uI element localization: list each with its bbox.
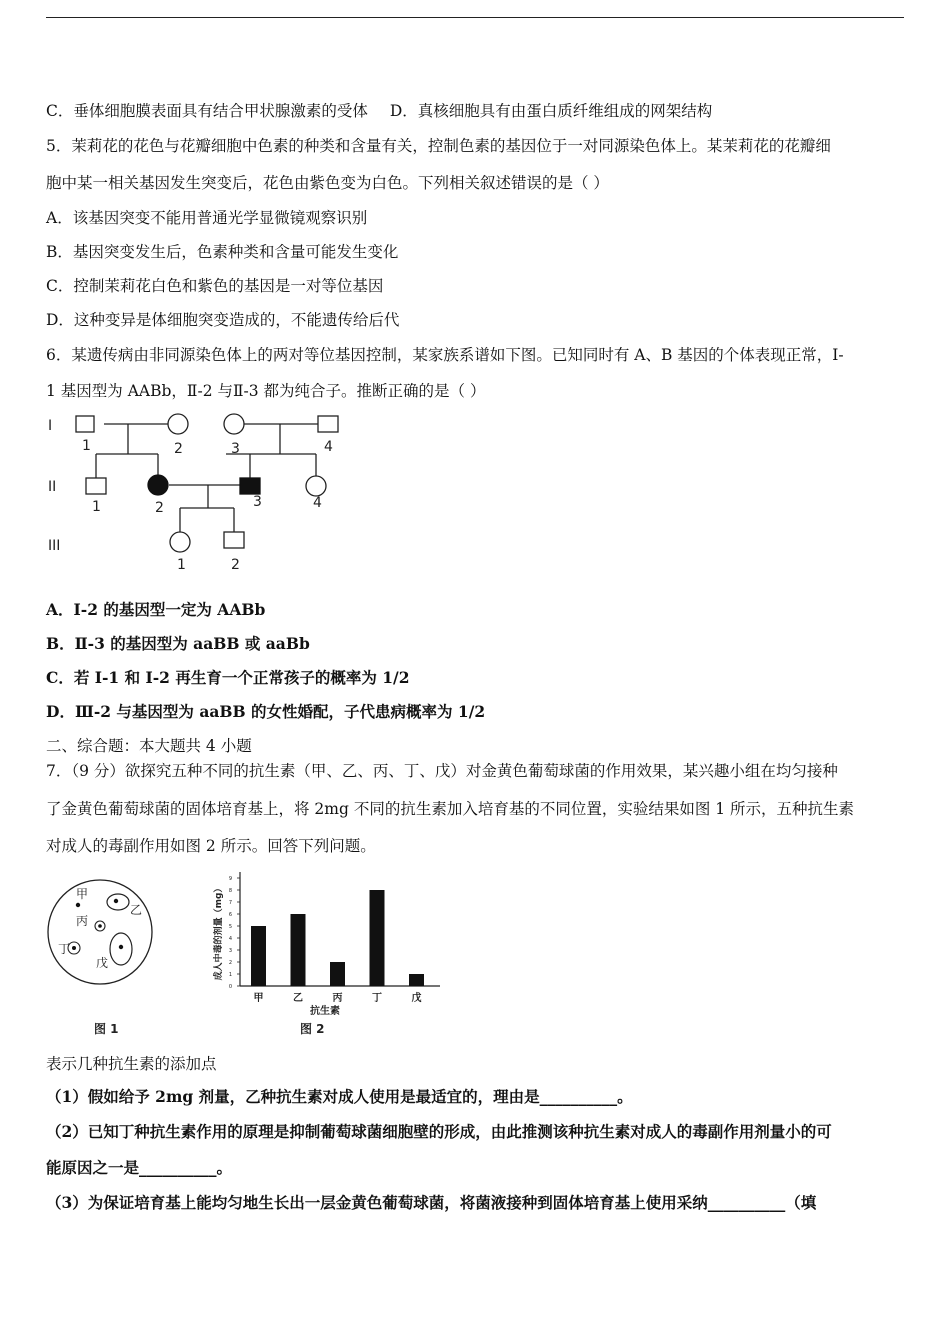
pedigree-I-3-female — [224, 414, 244, 434]
q4-options-row — [46, 100, 712, 122]
y-tick-label: 3 — [228, 948, 232, 954]
pedigree-II-2-affected-female — [148, 475, 168, 495]
q7-stem-line-1: 7．（9 分）欲探究五种不同的抗生素（甲、乙、丙、丁、戊）对金黄色葡萄球菌的作用效果，某兴趣小组在均匀接种 — [46, 762, 838, 780]
pedigree-II-1-male — [86, 478, 106, 494]
q6-option-d[interactable]: D．Ⅲ-2 与基因型为 aaBB 的女性婚配，子代患病概率为 1/2 — [46, 702, 486, 721]
header-rule — [46, 17, 904, 18]
label-yi: 乙 — [130, 903, 143, 917]
x-tick-label: 甲 — [253, 993, 264, 1004]
q5-option-b[interactable]: B．基因突变发生后，色素种类和含量可能发生变化 — [46, 243, 399, 261]
label-I-3: 3 — [231, 441, 240, 457]
point-yi — [114, 899, 118, 903]
q5-stem-line-2: 胞中某一相关基因发生突变后，花色由紫色变为白色。下列相关叙述错误的是（ ） — [46, 174, 609, 192]
gen-label-III: III — [48, 538, 61, 554]
q7-sub-1[interactable]: （1）假如给予 2mg 剂量，乙种抗生素对成人使用是最适宜的，理由是__________。 — [46, 1087, 633, 1106]
label-I-1: 1 — [82, 438, 91, 454]
label-II-1: 1 — [92, 499, 101, 515]
label-II-4: 4 — [313, 495, 322, 511]
y-tick-label: 7 — [228, 900, 232, 906]
bar-3 — [330, 962, 345, 986]
figure-1-caption: 图 1 — [94, 1022, 119, 1036]
chart-xlabel: 抗生素 — [310, 1006, 340, 1017]
bar-1 — [251, 926, 266, 986]
point-jia — [76, 903, 80, 907]
chart-ylabel: 成人中毒的剂量（mg） — [214, 883, 224, 981]
label-wu: 戊 — [96, 956, 109, 970]
label-ding: 丁 — [58, 942, 71, 956]
figure-1-petri-dish — [44, 878, 164, 1038]
y-tick-label: 4 — [228, 936, 232, 942]
label-bing: 丙 — [76, 914, 89, 928]
label-II-2: 2 — [155, 500, 164, 516]
y-tick-label: 1 — [228, 972, 232, 978]
gen-label-I: I — [48, 418, 53, 434]
q6-option-c[interactable]: C．若 I-1 和 I-2 再生育一个正常孩子的概率为 1/2 — [46, 668, 410, 687]
figure-2-caption: 图 2 — [300, 1022, 325, 1036]
point-ding — [72, 946, 76, 950]
y-tick-label: 6 — [228, 912, 232, 918]
pedigree-chart — [40, 408, 360, 578]
pedigree-III-1-female — [170, 532, 190, 552]
q7-sub-2-line-2[interactable]: 能原因之一是__________。 — [46, 1158, 233, 1177]
pedigree-III-2-male — [224, 532, 244, 548]
q6-stem-line-1: 6．某遗传病由非同源染色体上的两对等位基因控制，某家族系谱如下图。已知同时有 A、B 基因的个体表现正常，I- — [46, 346, 844, 364]
y-tick-label: 9 — [228, 876, 232, 882]
q6-option-a[interactable]: A．I-2 的基因型一定为 AABb — [46, 600, 266, 619]
label-II-3: 3 — [253, 494, 262, 510]
x-tick-label: 丁 — [372, 993, 382, 1004]
bar-2 — [291, 914, 306, 986]
x-tick-label: 戊 — [411, 993, 422, 1004]
y-tick-label: 0 — [228, 984, 232, 990]
q7-sub-2-line-1[interactable]: （2）已知丁种抗生素作用的原理是抑制葡萄球菌细胞壁的形成，由此推测该种抗生素对成人的毒副作用剂量小的可 — [46, 1122, 832, 1141]
point-bing — [98, 924, 102, 928]
figure-2-bar-chart — [200, 868, 450, 1040]
x-tick-label: 丙 — [332, 993, 343, 1004]
x-tick-label: 乙 — [293, 993, 303, 1004]
pedigree-I-2-female — [168, 414, 188, 434]
label-III-2: 2 — [231, 557, 240, 573]
q7-sub-3[interactable]: （3）为保证培育基上能均匀地生长出一层金黄色葡萄球菌，将菌液接种到固体培育基上使用采纳__________（填 — [46, 1193, 817, 1212]
q5-option-c[interactable]: C．控制茉莉花白色和紫色的基因是一对等位基因 — [46, 277, 384, 295]
q4-option-d[interactable]: D．真核细胞具有由蛋白质纤维组成的网架结构 — [389, 102, 713, 120]
bar-4 — [370, 890, 385, 986]
q5-stem-line-1: 5．茉莉花的花色与花瓣细胞中色素的种类和含量有关，控制色素的基因位于一对同源染色体上。某茉莉花的花瓣细 — [46, 137, 831, 155]
q7-stem-line-2: 了金黄色葡萄球菌的固体培育基上，将 2mg 不同的抗生素加入培育基的不同位置，实验结果如图 1 所示，五种抗生素 — [46, 800, 855, 818]
y-tick-label: 5 — [228, 924, 232, 930]
pedigree-I-4-male — [318, 416, 338, 432]
q5-option-a[interactable]: A．该基因突变不能用普通光学显微镜观察识别 — [46, 209, 368, 227]
label-jia: 甲 — [76, 887, 89, 901]
gen-label-II: II — [48, 479, 57, 495]
pedigree-II-4-female — [306, 476, 326, 496]
label-I-2: 2 — [174, 441, 183, 457]
fig1-legend-text: 表示几种抗生素的添加点 — [46, 1055, 217, 1073]
pedigree-I-1-male — [76, 416, 94, 432]
bar-5 — [409, 974, 424, 986]
pedigree-II-3-affected-male — [240, 478, 260, 494]
label-I-4: 4 — [324, 439, 333, 455]
q5-option-d[interactable]: D．这种变异是体细胞突变造成的，不能遗传给后代 — [46, 311, 400, 329]
q6-option-b[interactable]: B．Ⅱ-3 的基因型为 aaBB 或 aaBb — [46, 634, 310, 653]
q6-stem-line-2: 1 基因型为 AABb，Ⅱ-2 与Ⅱ-3 都为纯合子。推断正确的是（ ） — [46, 382, 486, 400]
y-tick-label: 8 — [228, 888, 232, 894]
point-wu — [119, 945, 123, 949]
section-2-heading: 二、综合题：本大题共 4 小题 — [46, 737, 252, 755]
y-tick-label: 2 — [228, 960, 232, 966]
q4-option-c[interactable]: C．垂体细胞膜表面具有结合甲状腺激素的受体 — [46, 102, 368, 120]
label-III-1: 1 — [177, 557, 186, 573]
q7-stem-line-3: 对成人的毒副作用如图 2 所示。回答下列问题。 — [46, 837, 376, 855]
